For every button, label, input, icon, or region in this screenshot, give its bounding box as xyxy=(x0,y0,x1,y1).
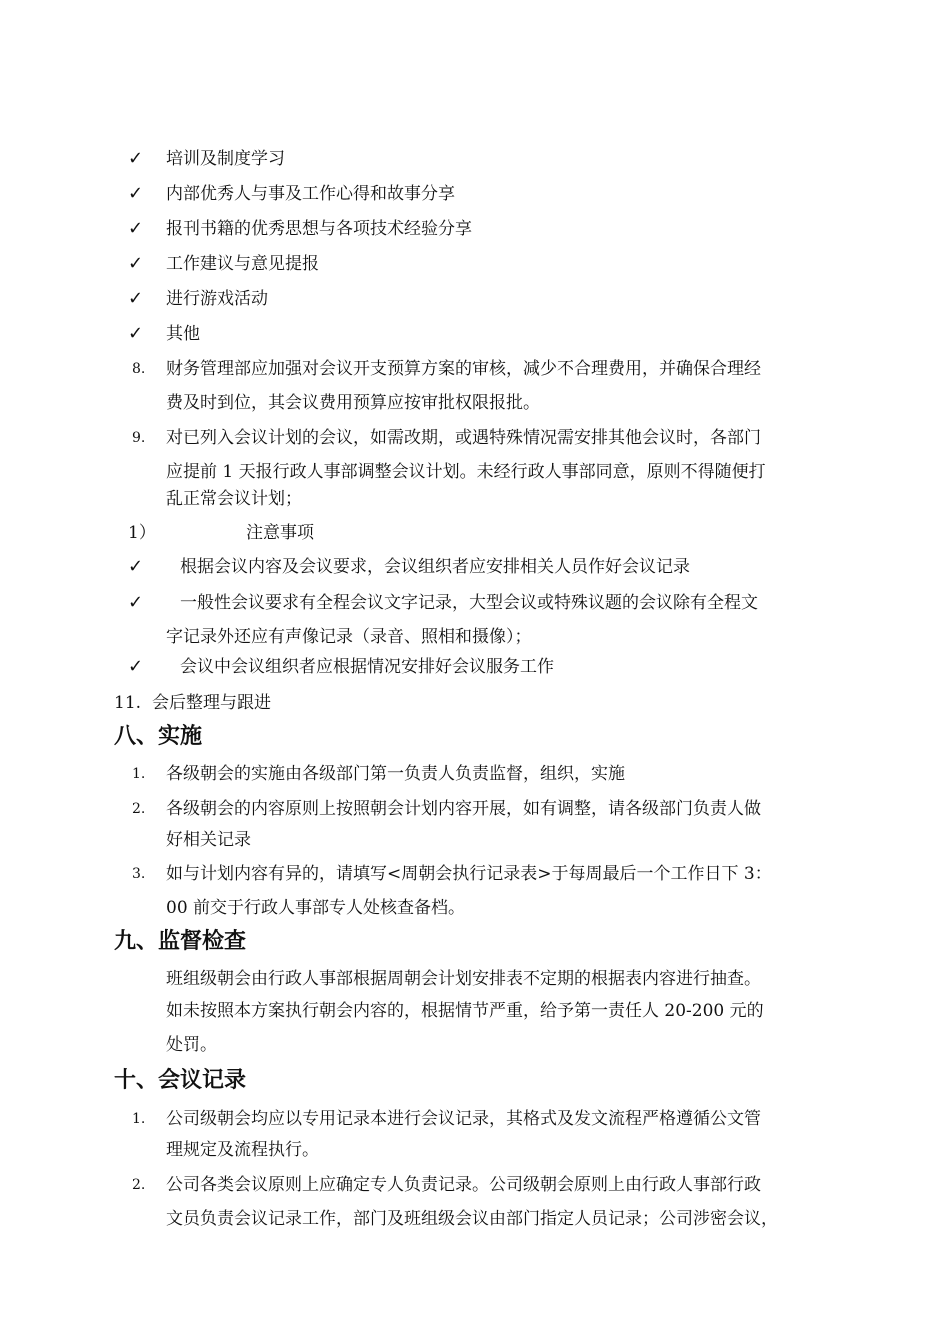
item-number: 2. xyxy=(132,801,146,817)
checkmark-icon: ✓ xyxy=(128,183,144,204)
checkmark-icon: ✓ xyxy=(128,323,144,344)
section-heading: 十、会议记录 xyxy=(114,1068,247,1093)
checkmark-icon: ✓ xyxy=(128,656,144,677)
item-number: 2. xyxy=(132,1177,146,1193)
sub-item-text: 注意事项 xyxy=(246,523,314,543)
item-line: 文员负责会议记录工作，部门及班组级会议由部门指定人员记录；公司涉密会议， xyxy=(166,1209,778,1229)
item-line: 对已列入会议计划的会议，如需改期，或遇特殊情况需安排其他会议时，各部门 xyxy=(166,428,761,448)
item-line: 费及时到位，其会议费用预算应按审批权限报批。 xyxy=(166,393,540,413)
item-number: 9. xyxy=(132,430,146,446)
sub-item-number: 1） xyxy=(128,523,156,543)
item-line: 好相关记录 xyxy=(166,830,251,850)
check-item-text: 进行游戏活动 xyxy=(166,289,268,309)
check-item-text: 培训及制度学习 xyxy=(166,149,285,169)
item-line: 各级朝会的内容原则上按照朝会计划内容开展，如有调整，请各级部门负责人做 xyxy=(166,799,761,819)
check-item-text: 内部优秀人与事及工作心得和故事分享 xyxy=(166,184,455,204)
item-line: 公司各类会议原则上应确定专人负责记录。公司级朝会原则上由行政人事部行政 xyxy=(166,1175,761,1195)
item-text: 会后整理与跟进 xyxy=(152,693,271,713)
check-item-text: 工作建议与意见提报 xyxy=(166,254,319,274)
checkmark-icon: ✓ xyxy=(128,148,144,169)
item-line: 公司级朝会均应以专用记录本进行会议记录，其格式及发文流程严格遵循公文管 xyxy=(166,1109,761,1129)
checkmark-icon: ✓ xyxy=(128,288,144,309)
item-line: 如与计划内容有异的，请填写<周朝会执行记录表>于每周最后一个工作日下 3： xyxy=(166,864,772,884)
item-line: 应提前 1 天报行政人事部调整会议计划。未经行政人事部同意，原则不得随便打 xyxy=(166,462,766,482)
check-item-text: 其他 xyxy=(166,324,200,344)
item-number: 8. xyxy=(132,361,146,377)
check-item-text: 根据会议内容及会议要求，会议组织者应安排相关人员作好会议记录 xyxy=(180,557,690,577)
section-heading: 八、实施 xyxy=(114,724,203,749)
item-number: 3. xyxy=(132,866,146,882)
checkmark-icon: ✓ xyxy=(128,556,144,577)
check-item-text: 一般性会议要求有全程会议文字记录，大型会议或特殊议题的会议除有全程文 xyxy=(180,593,758,613)
item-line: 理规定及流程执行。 xyxy=(166,1140,319,1160)
check-item-text: 报刊书籍的优秀思想与各项技术经验分享 xyxy=(166,219,472,239)
item-number: 1. xyxy=(132,1111,146,1127)
paragraph-line: 处罚。 xyxy=(166,1035,217,1055)
paragraph-line: 班组级朝会由行政人事部根据周朝会计划安排表不定期的根据表内容进行抽查。 xyxy=(166,969,761,989)
checkmark-icon: ✓ xyxy=(128,253,144,274)
checkmark-icon: ✓ xyxy=(128,218,144,239)
checkmark-icon: ✓ xyxy=(128,592,144,613)
item-number: 11. xyxy=(114,693,142,713)
section-heading: 九、监督检查 xyxy=(114,929,247,954)
paragraph-line: 如未按照本方案执行朝会内容的，根据情节严重，给予第一责任人 20-200 元的 xyxy=(166,1001,764,1021)
check-item-text: 字记录外还应有声像记录（录音、照相和摄像）； xyxy=(166,627,532,647)
item-line: 00 前交于行政人事部专人处核查备档。 xyxy=(166,898,466,918)
item-line: 各级朝会的实施由各级部门第一负责人负责监督，组织，实施 xyxy=(166,764,625,784)
item-number: 1. xyxy=(132,766,146,782)
item-line: 财务管理部应加强对会议开支预算方案的审核，减少不合理费用，并确保合理经 xyxy=(166,359,761,379)
check-item-text: 会议中会议组织者应根据情况安排好会议服务工作 xyxy=(180,657,554,677)
item-line: 乱正常会议计划； xyxy=(166,489,302,509)
